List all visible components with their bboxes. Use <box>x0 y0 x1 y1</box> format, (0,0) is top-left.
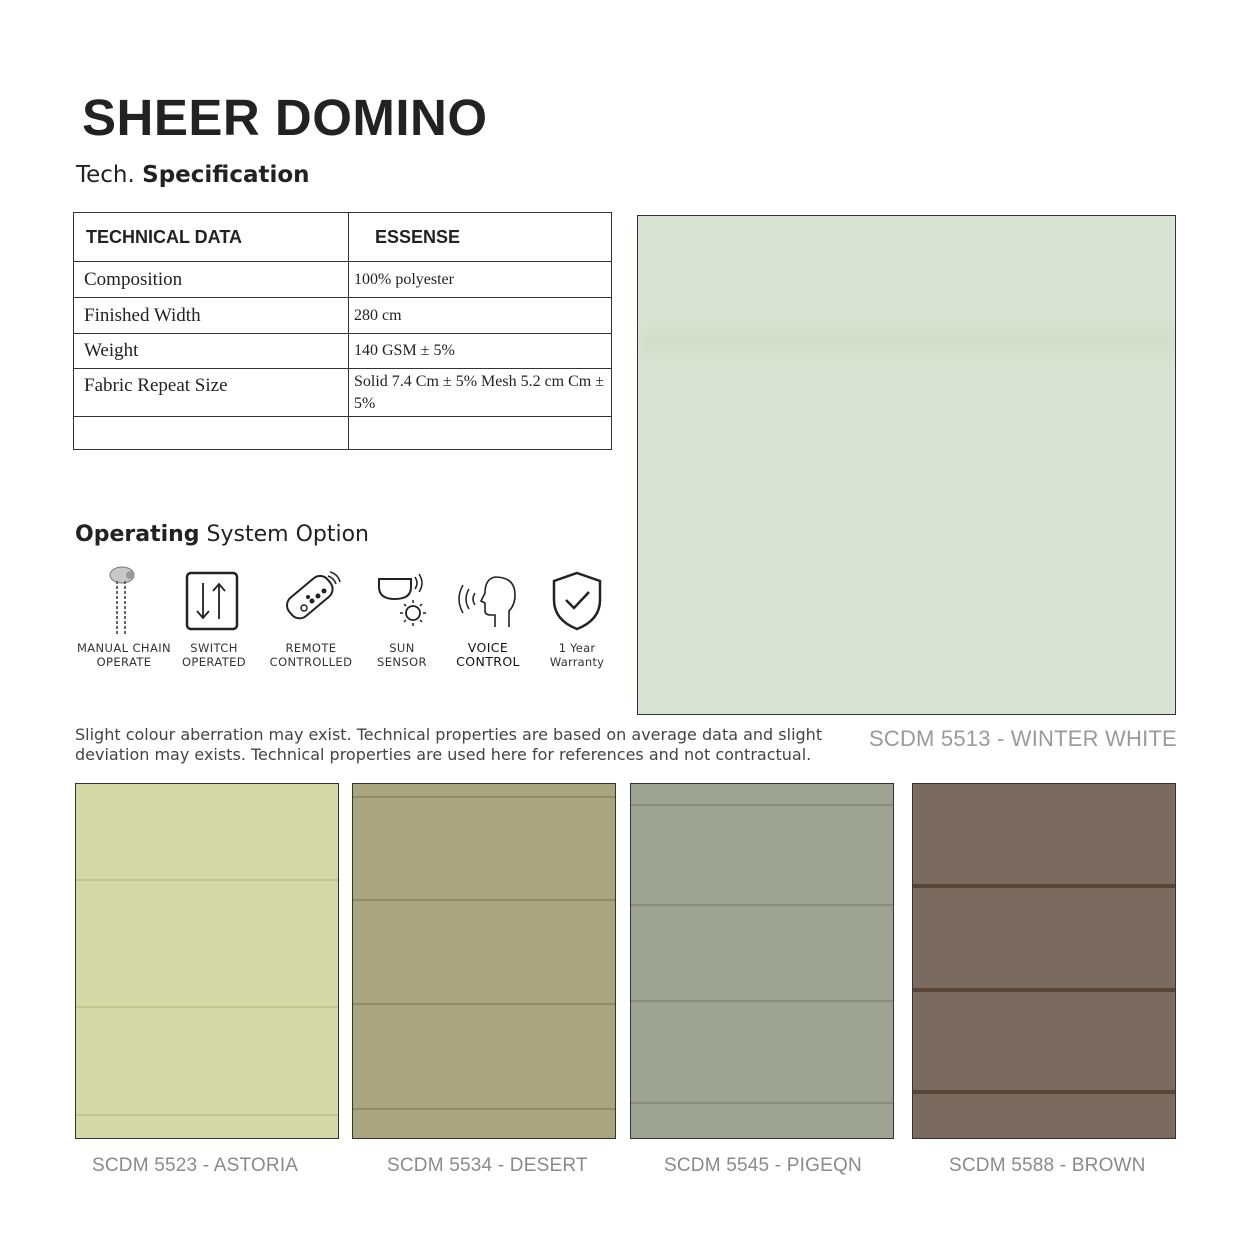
swatch-astoria <box>75 783 339 1139</box>
swatch-caption-desert: SCDM 5534 - DESERT <box>387 1155 588 1176</box>
subtitle-bold: Specification <box>142 162 310 188</box>
swatch-band <box>913 884 1175 888</box>
swatch-band <box>76 879 338 881</box>
swatch-band <box>353 1108 615 1110</box>
spec-header-essense: ESSENSE <box>349 213 612 262</box>
table-row <box>74 298 612 334</box>
swatch-caption-pigeqn: SCDM 5545 - PIGEQN <box>664 1155 862 1176</box>
option-label-sun-sensor: SUN SENSOR <box>377 641 427 669</box>
page-title: SHEER DOMINO <box>82 89 488 146</box>
option-label-switch: SWITCH OPERATED <box>181 641 247 669</box>
remote-control-icon <box>263 565 363 637</box>
swatch-desert <box>352 783 616 1139</box>
warranty-shield-icon <box>527 565 627 637</box>
table-row <box>74 369 612 417</box>
page-subtitle <box>76 162 310 188</box>
subtitle-light: Tech. <box>76 162 135 188</box>
voice-control-icon <box>439 565 539 637</box>
spec-value: Solid 7.4 Cm ± 5% Mesh 5.2 cm Cm ± 5% <box>349 369 612 417</box>
spec-table-header <box>74 213 612 262</box>
spec-value: 280 cm <box>349 298 612 334</box>
disclaimer-text: Slight colour aberration may exist. Technical properties are based on average data and slight deviation may exists. Technical properties are used here for references and not contractual. <box>75 725 823 764</box>
manual-chain-icon <box>72 565 172 637</box>
swatch-main-winter-white <box>637 215 1176 715</box>
swatch-band <box>76 1006 338 1008</box>
swatch-band <box>76 1114 338 1116</box>
spec-label <box>74 417 349 450</box>
swatch-band <box>913 1090 1175 1094</box>
swatch-band <box>638 326 1175 356</box>
table-row <box>74 334 612 369</box>
spec-label: Fabric Repeat Size <box>74 369 349 417</box>
sun-sensor-icon <box>353 565 453 637</box>
spec-label: Composition <box>74 262 349 298</box>
spec-label: Finished Width <box>74 298 349 334</box>
spec-header-technical-data: TECHNICAL DATA <box>74 213 349 262</box>
swatch-pigeqn <box>630 783 894 1139</box>
spec-value <box>349 417 612 450</box>
swatch-band <box>631 1102 893 1104</box>
swatch-band <box>353 899 615 901</box>
spec-value: 140 GSM ± 5% <box>349 334 612 369</box>
swatch-band <box>631 904 893 906</box>
switch-icon <box>162 565 262 637</box>
option-label-manual-chain: MANUAL CHAIN OPERATE <box>76 641 172 669</box>
swatch-band <box>631 1000 893 1002</box>
swatch-band <box>631 804 893 806</box>
swatch-brown <box>912 783 1176 1139</box>
swatch-main-caption: SCDM 5513 - WINTER WHITE <box>869 726 1177 751</box>
swatch-band <box>353 796 615 798</box>
table-row <box>74 262 612 298</box>
swatch-band <box>353 1003 615 1005</box>
spec-value: 100% polyester <box>349 262 612 298</box>
option-label-remote: REMOTE CONTROLLED <box>269 641 353 669</box>
swatch-caption-brown: SCDM 5588 - BROWN <box>949 1155 1146 1176</box>
swatch-caption-astoria: SCDM 5523 - ASTORIA <box>92 1155 299 1176</box>
operating-title-bold: Operating <box>75 522 200 547</box>
operating-title <box>75 522 369 547</box>
spec-label: Weight <box>74 334 349 369</box>
option-label-voice: VOICE CONTROL <box>456 640 520 669</box>
table-row <box>74 417 612 450</box>
option-label-warranty: 1 Year Warranty <box>549 641 605 669</box>
swatch-band <box>913 988 1175 992</box>
operating-title-light: System Option <box>206 522 370 547</box>
spec-table <box>73 212 612 450</box>
